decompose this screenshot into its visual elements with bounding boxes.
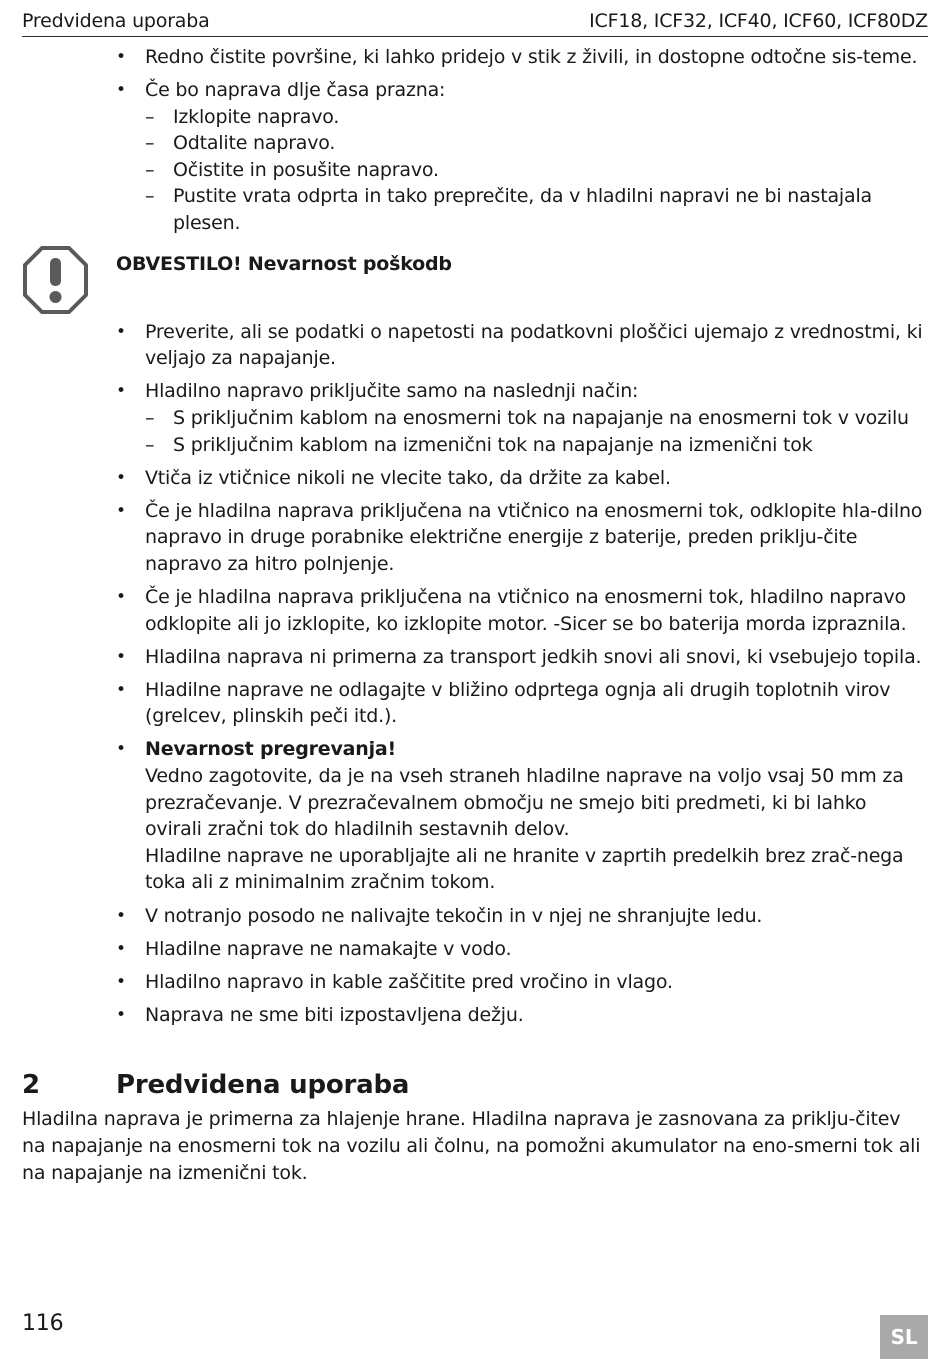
overheating-text-2: Hladilne naprave ne uporabljajte ali ne hranite v zaprtih predelkih brez zrač-nega toka ali z minimalnim zračnim tokom. [145, 844, 904, 894]
section-title: Predvidena uporaba [116, 1070, 410, 1101]
list-item: • Če je hladilna naprava priključena na vtičnico na enosmerni tok, odklopite hla-dilno napravo in druge porabnike električne energije z baterije, preden priklju-čite napravo za hitro polnjenje. [22, 498, 928, 578]
connection-options-list [145, 405, 928, 458]
dash-item: – Pustite vrata odprta in tako preprečite, da v hladilni napravi ne bi nastajala plesen. [145, 183, 928, 236]
warning-list [22, 319, 928, 1029]
dash-item: – S priključnim kablom na izmenični tok na napajanje na izmenični tok [145, 432, 928, 459]
overheating-text-1: Vedno zagotovite, da je na vseh straneh hladilne naprave na voljo vsaj 50 mm za prezračevanje. V prezračevalnem območju ne smejo biti predmeti, ki bi lahko ovirali zračni tok do hladilnih sestavnih delov. [145, 765, 904, 841]
list-item: • Hladilna naprava ni primerna za transport jedkih snovi ali snovi, ki vsebujejo topila. [22, 644, 928, 671]
section-number: 2 [22, 1070, 40, 1101]
empty-steps-list [145, 104, 928, 237]
header-section-title: Predvidena uporaba [22, 9, 210, 32]
page-number: 116 [22, 1311, 64, 1336]
list-item: • Preverite, ali se podatki o napetosti na podatkovni ploščici ujemajo z vrednostmi, ki veljajo za napajanje. [22, 319, 928, 372]
list-item: • V notranjo posodo ne nalivajte tekočin in v njej ne shranjujte ledu. [22, 903, 928, 930]
list-item [22, 736, 928, 896]
language-badge: SL [880, 1315, 928, 1359]
list-item: • Redno čistite površine, ki lahko pridejo v stik z živili, in dostopne odtočne sis-teme. [22, 44, 928, 71]
header-model-list: ICF18, ICF32, ICF40, ICF60, ICF80DZ [589, 9, 928, 32]
dash-item: – S priključnim kablom na enosmerni tok na napajanje na enosmerni tok v vozilu [145, 405, 928, 432]
notice-title: OBVESTILO! Nevarnost poškodb [116, 252, 452, 275]
list-item: • Hladilno napravo priključite samo na naslednji način: – S priključnim kablom na enosmerni tok na napajanje na enosmerni tok v vozilu – S priključnim kablom na izmenični tok na napajanje na izmenični tok [22, 378, 928, 458]
page-header [22, 6, 928, 37]
page-content [22, 44, 928, 1186]
section-paragraph: Hladilna naprava je primerna za hlajenje hrane. Hladilna naprava je zasnovana za priklju-čitev na napajanje na enosmerni tok na vozilu ali čolnu, na pomožni akumulator na eno-smerni tok ali na napajanje na izmenični tok. [22, 1108, 921, 1184]
maintenance-list [22, 44, 928, 237]
list-item: • Naprava ne sme biti izpostavljena dežju. [22, 1002, 928, 1029]
dash-item: – Očistite in posušite napravo. [145, 157, 928, 184]
list-item: • Hladilne naprave ne namakajte v vodo. [22, 936, 928, 963]
notice-block [22, 251, 928, 319]
list-item: • Hladilne naprave ne odlagajte v bližino odprtega ognja ali drugih toplotnih virov (grelcev, plinskih peči itd.). [22, 677, 928, 730]
dash-item: – Izklopite napravo. [145, 104, 928, 131]
list-item: • Hladilno napravo in kable zaščitite pred vročino in vlago. [22, 969, 928, 996]
list-item: • Če bo naprava dlje časa prazna: – Izklopite napravo. – Odtalite napravo. – Očistite in posušite napravo. – Pustite vrata odprta in tako preprečite, da v hladilni napravi ne bi nastajala plesen. [22, 77, 928, 237]
dash-item: – Odtalite napravo. [145, 130, 928, 157]
section-heading [22, 1068, 928, 1102]
overheating-warning-title: • Nevarnost pregrevanja! [145, 738, 396, 761]
list-item: • Vtiča iz vtičnice nikoli ne vlecite tako, da držite za kabel. [22, 465, 928, 492]
list-item: • Če je hladilna naprava priključena na vtičnico na enosmerni tok, hladilno napravo odklopite ali jo izklopite, ko izklopite motor. -Sicer se bo baterija morda izpraznila. [22, 584, 928, 637]
exclamation-octagon-icon [22, 245, 89, 315]
